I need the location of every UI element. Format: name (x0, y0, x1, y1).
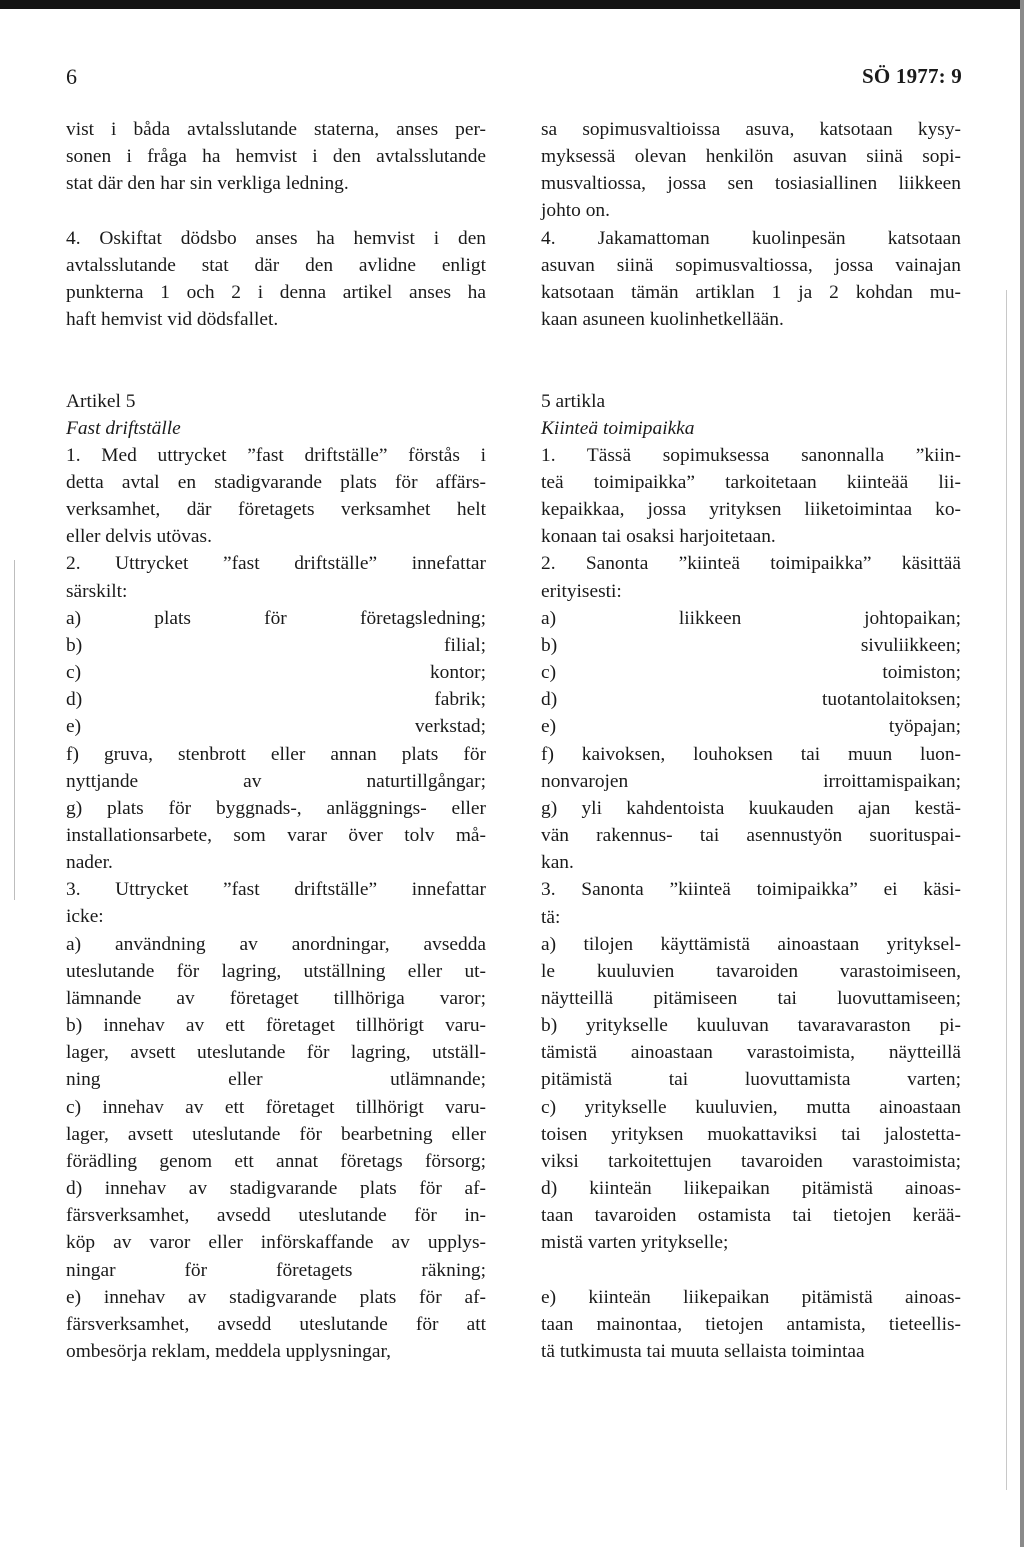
paragraph-2-line: nyttjande av naturtillgångar; (66, 770, 486, 792)
paragraph-3-line: taan tavaroiden ostamista tai tietojen kerää- (541, 1205, 961, 1227)
paragraph-3-line: lager, avsett uteslutande för bearbetning eller (66, 1123, 486, 1145)
paragraph-3e-line: tä tutkimusta tai muuta sellaista toimintaa (541, 1340, 865, 1362)
paragraph-2-line: 2. Sanonta ”kiinteä toimipaikka” käsittää (541, 553, 961, 575)
paragraph-3-line: c) innehav av ett företaget tillhörigt varu- (66, 1096, 486, 1118)
paragraph-3-line: e) innehav av stadigvarande plats för af- (66, 1286, 486, 1308)
paragraph-3-line: köp av varor eller införskaffande av upplys- (66, 1232, 486, 1254)
paragraph-1-line: 1. Tässä sopimuksessa sanonnalla ”kiin- (541, 444, 961, 466)
paragraph-2-line: särskilt: (66, 580, 128, 602)
paragraph-4-line: katsotaan tämän artiklan 1 ja 2 kohdan mu- (541, 281, 961, 303)
paragraph-4-line: asuvan siinä sopimusvaltiossa, jossa vainajan (541, 254, 961, 276)
residence-paragraph-line: sa sopimusvaltioissa asuva, katsotaan kysy- (541, 119, 961, 140)
paragraph-2-line: d) tuotantolaitoksen; (541, 689, 961, 711)
paragraph-2-line: g) plats för byggnads-, anläggnings- eller (66, 797, 486, 819)
paragraph-1-line: teä toimipaikka” tarkoitetaan kiinteää lii- (541, 472, 961, 493)
paragraph-3-line: färsverksamhet, avsedd uteslutande för att (66, 1313, 486, 1335)
scan-border-right (1020, 0, 1024, 1547)
residence-paragraph-line: sonen i fråga ha hemvist i den avtalsslutande (66, 146, 486, 168)
paragraph-2-line: f) gruva, stenbrott eller annan plats för (66, 743, 486, 765)
paragraph-3-line: le kuuluvien tavaroiden varastoimiseen, (541, 960, 961, 982)
paragraph-4-line: avtalsslutande stat där den avlidne enligt (66, 254, 486, 276)
paragraph-3-line: näytteillä pitämiseen tai luovuttamiseen; (541, 987, 961, 1009)
paragraph-2-line: erityisesti: (541, 580, 622, 602)
paragraph-3-line: ombesörja reklam, meddela upplysningar, (66, 1340, 392, 1362)
paragraph-3-line: pitämistä tai luovuttamista varten; (541, 1069, 961, 1091)
paragraph-gap (66, 197, 486, 224)
paragraph-3-line: d) kiinteän liikepaikan pitämistä ainoas- (541, 1178, 961, 1200)
paragraph-3-line: toisen yrityksen muokattaviksi tai jalostetta- (541, 1123, 961, 1145)
paragraph-2-line: c) kontor; (66, 662, 486, 684)
paragraph-4-line: 4. Jakamattoman kuolinpesän katsotaan (541, 227, 961, 249)
paragraph-3-line: 3. Uttrycket ”fast driftställe” innefattar (66, 879, 486, 901)
paragraph-1-line: verksamhet, där företagets verksamhet helt (66, 499, 486, 521)
paragraph-3-line: icke: (66, 906, 104, 928)
paragraph-4-line: punkterna 1 och 2 i denna artikel anses ha (66, 281, 486, 303)
paragraph-2-line: b) sivuliikkeen; (541, 634, 961, 656)
paragraph-2-line: g) yli kahdentoista kuukauden ajan kestä- (541, 797, 961, 819)
paragraph-gap (541, 333, 961, 360)
paragraph-2-line: b) filial; (66, 634, 486, 656)
paragraph-3e-line: e) kiinteän liikepaikan pitämistä ainoas- (541, 1286, 961, 1308)
paragraph-3-line: tämistä ainoastaan varastoimista, näytteillä (541, 1042, 961, 1064)
paragraph-gap (66, 360, 486, 387)
paragraph-3-line: uteslutande för lagring, utställning eller ut- (66, 960, 486, 982)
paragraph-3-line: lager, avsett uteslutande för lagring, utställ- (66, 1042, 486, 1064)
paragraph-1-line: 1. Med uttrycket ”fast driftställe” förstås i (66, 444, 486, 466)
paragraph-4-line: 4. Oskiftat dödsbo anses ha hemvist i den (66, 227, 486, 249)
paragraph-1-line: detta avtal en stadigvarande plats för affärs- (66, 471, 486, 493)
article-heading: Artikel 5 (66, 390, 136, 412)
paragraph-4-line: haft hemvist vid dödsfallet. (66, 309, 279, 331)
paragraph-3-line: a) tilojen käyttämistä ainoastaan yrityksel- (541, 933, 961, 955)
paragraph-4-line: kaan asuneen kuolinhetkellään. (541, 309, 784, 331)
paragraph-3-line: b) innehav av ett företaget tillhörigt varu- (66, 1015, 486, 1037)
paragraph-3-line: ningar för företagets räkning; (66, 1259, 486, 1281)
paragraph-gap (541, 1257, 961, 1284)
paragraph-gap (66, 333, 486, 360)
paragraph-3-line: d) innehav av stadigvarande plats för af- (66, 1178, 486, 1200)
article-subheading: Kiinteä toimipaikka (541, 417, 695, 439)
article-subheading: Fast driftställe (66, 417, 181, 439)
paragraph-3-line: lämnande av företaget tillhöriga varor; (66, 987, 486, 1009)
paragraph-2-line: nonvarojen irroittamispaikan; (541, 770, 961, 792)
paragraph-2-line: c) toimiston; (541, 662, 961, 684)
paragraph-1-line: eller delvis utövas. (66, 526, 212, 548)
scan-mark-left (14, 560, 15, 900)
finnish-column (541, 116, 961, 1365)
paragraph-2-line: d) fabrik; (66, 689, 486, 711)
article-heading: 5 artikla (541, 390, 606, 412)
running-head: SÖ 1977: 9 (862, 64, 963, 88)
paragraph-3-line: mistä varten yritykselle; (541, 1232, 729, 1254)
paragraph-1-line: konaan tai osaksi harjoitetaan. (541, 526, 776, 548)
paragraph-3-line: förädling genom ett annat företags försorg; (66, 1150, 486, 1172)
paragraph-2-line: installationsarbete, som varar över tolv må- (66, 825, 486, 847)
residence-paragraph-line: myksessä olevan henkilön asuvan siinä sopi- (541, 146, 961, 168)
paragraph-2-line: a) plats för företagsledning; (66, 607, 486, 629)
paragraph-2-line: kan. (541, 852, 574, 874)
residence-paragraph-line: johto on. (541, 200, 610, 222)
scan-border-top (0, 0, 1024, 9)
paragraph-3-line: viksi tarkoitettujen tavaroiden varastoimista; (541, 1150, 961, 1172)
scan-mark-right (1006, 290, 1007, 1490)
paragraph-3-line: c) yritykselle kuuluvien, mutta ainoastaan (541, 1096, 961, 1118)
paragraph-2-line: e) työpajan; (541, 716, 961, 738)
swedish-column (66, 116, 486, 1365)
paragraph-3-line: tä: (541, 906, 561, 928)
page-number: 6 (66, 64, 77, 89)
paragraph-3-line: a) användning av anordningar, avsedda (66, 933, 486, 955)
paragraph-2-line: 2. Uttrycket ”fast driftställe” innefattar (66, 553, 486, 575)
paragraph-3-line: 3. Sanonta ”kiinteä toimipaikka” ei käsi- (541, 879, 961, 901)
residence-paragraph-line: musvaltiossa, jossa sen tosiasiallinen liikkeen (541, 173, 961, 195)
paragraph-2-line: e) verkstad; (66, 716, 486, 738)
residence-paragraph-line: vist i båda avtalsslutande staterna, anses per- (66, 119, 486, 140)
paragraph-2-line: nader. (66, 852, 113, 874)
paragraph-2-line: vän rakennus- tai asennustyön suorituspai- (541, 825, 961, 847)
paragraph-2-line: a) liikkeen johtopaikan; (541, 607, 961, 629)
paragraph-gap (541, 360, 961, 387)
paragraph-3-line: ning eller utlämnande; (66, 1069, 486, 1091)
paragraph-3-line: b) yritykselle kuuluvan tavaravaraston pi- (541, 1015, 961, 1037)
paragraph-2-line: f) kaivoksen, louhoksen tai muun luon- (541, 743, 961, 765)
paragraph-3-line: färsverksamhet, avsedd uteslutande för in- (66, 1205, 486, 1227)
paragraph-1-line: kepaikkaa, jossa yrityksen liiketoimintaa ko- (541, 499, 961, 521)
paragraph-3e-line: taan mainontaa, tietojen antamista, tieteellis- (541, 1313, 961, 1335)
residence-paragraph-line: stat där den har sin verkliga ledning. (66, 173, 349, 195)
